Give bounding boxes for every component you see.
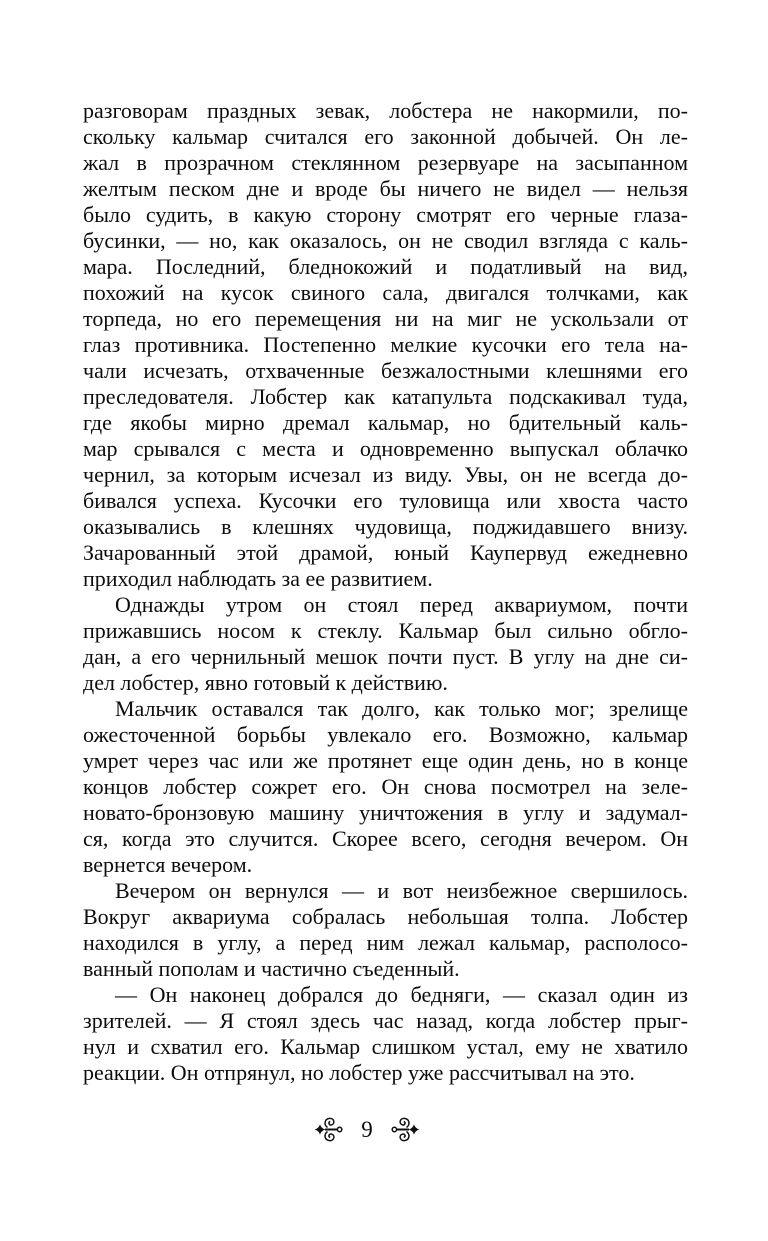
- text-line: Мальчик оставался так долго, как только мог; зрелище: [115, 696, 688, 721]
- text-line: Вокруг аквариума собралась небольшая толпа. Лобстер: [83, 904, 688, 929]
- text-line: чали исчезать, отхваченные безжалостными клешнями его: [83, 358, 688, 383]
- page-text: [83, 98, 688, 1086]
- text-line: разговорам праздных зевак, лобстера не накормили, по-: [83, 98, 688, 123]
- text-line: нул и схватил его. Кальмар слишком устал, ему не хватило: [83, 1034, 688, 1059]
- text-line: мара. Последний, бледнокожий и податливый на вид,: [83, 254, 688, 279]
- text-line: Зачарованный этой драмой, юный Каупервуд ежедневно: [83, 540, 688, 565]
- paragraph: [83, 982, 688, 1086]
- text-line: вернется вечером.: [83, 852, 253, 877]
- text-line: скольку кальмар считался его законной добычей. Он ле-: [83, 124, 688, 149]
- text-line: реакции. Он отпрянул, но лобстер уже рассчитывал на это.: [83, 1060, 635, 1085]
- text-line: чернил, за которым исчезал из виду. Увы, он не всегда до-: [83, 462, 688, 487]
- text-line: преследователя. Лобстер как катапульта подскакивал туда,: [83, 384, 688, 409]
- text-line: где якобы мирно дремал кальмар, но бдительный каль-: [83, 410, 688, 435]
- text-line: зрителей. — Я стоял здесь час назад, когда лобстер прыг-: [83, 1008, 688, 1033]
- page-number: 9: [361, 1116, 373, 1142]
- text-line: желтым песком дне и вроде бы ничего не видел — нельзя: [83, 176, 688, 201]
- text-line: оказывались в клешнях чудовища, поджидавшего внизу.: [83, 514, 688, 539]
- paragraph: [83, 98, 688, 592]
- text-line: приходил наблюдать за ее развитием.: [83, 566, 433, 591]
- text-line: умрет через час или же протянет еще один день, но в конце: [83, 748, 688, 773]
- text-line: бусинки, — но, как оказалось, он не сводил взгляда с каль-: [83, 228, 688, 253]
- text-line: было судить, в какую сторону смотрят его черные глаза-: [83, 202, 688, 227]
- text-line: Вечером он вернулся — и вот неизбежное свершилось.: [115, 878, 688, 903]
- text-line: дан, а его чернильный мешок почти пуст. В углу на дне си-: [83, 644, 688, 669]
- text-line: жал в прозрачном стеклянном резервуаре на засыпанном: [83, 150, 688, 175]
- text-line: концов лобстер сожрет его. Он снова посмотрел на зеле-: [83, 774, 688, 799]
- text-line: дел лобстер, явно готовый к действию.: [83, 670, 448, 695]
- text-line: торпеда, но его перемещения ни на миг не ускользали от: [83, 306, 688, 331]
- text-line: Однажды утром он стоял перед аквариумом, почти: [115, 592, 688, 617]
- page-footer: [0, 1113, 734, 1145]
- paragraph: [83, 696, 688, 878]
- text-line: мар срывался с места и одновременно выпускал облачко: [83, 436, 688, 461]
- text-line: новато-бронзовую машину уничтожения в углу и задумал-: [83, 800, 688, 825]
- paragraph: [83, 878, 688, 982]
- text-line: ся, когда это случится. Скорее всего, сегодня вечером. Он: [83, 826, 688, 851]
- text-line: глаз противника. Постепенно мелкие кусочки его тела на-: [83, 332, 688, 357]
- text-line: похожий на кусок свиного сала, двигался толчками, как: [83, 280, 688, 305]
- text-line: — Он наконец добрался до бедняги, — сказал один из: [115, 982, 688, 1007]
- printers-fleuron-left-icon: [314, 1116, 343, 1143]
- text-line: прижавшись носом к стеклу. Кальмар был сильно обгло-: [83, 618, 688, 643]
- text-line: ванный пополам и частично съеденный.: [83, 956, 460, 981]
- text-line: ожесточенной борьбы увлекало его. Возможно, кальмар: [83, 722, 688, 747]
- text-line: бивался успеха. Кусочки его туловища или хвоста часто: [83, 488, 688, 513]
- printers-fleuron-right-icon: [391, 1116, 420, 1143]
- text-line: находился в углу, а перед ним лежал кальмар, располосо-: [83, 930, 688, 955]
- paragraph: [83, 592, 688, 696]
